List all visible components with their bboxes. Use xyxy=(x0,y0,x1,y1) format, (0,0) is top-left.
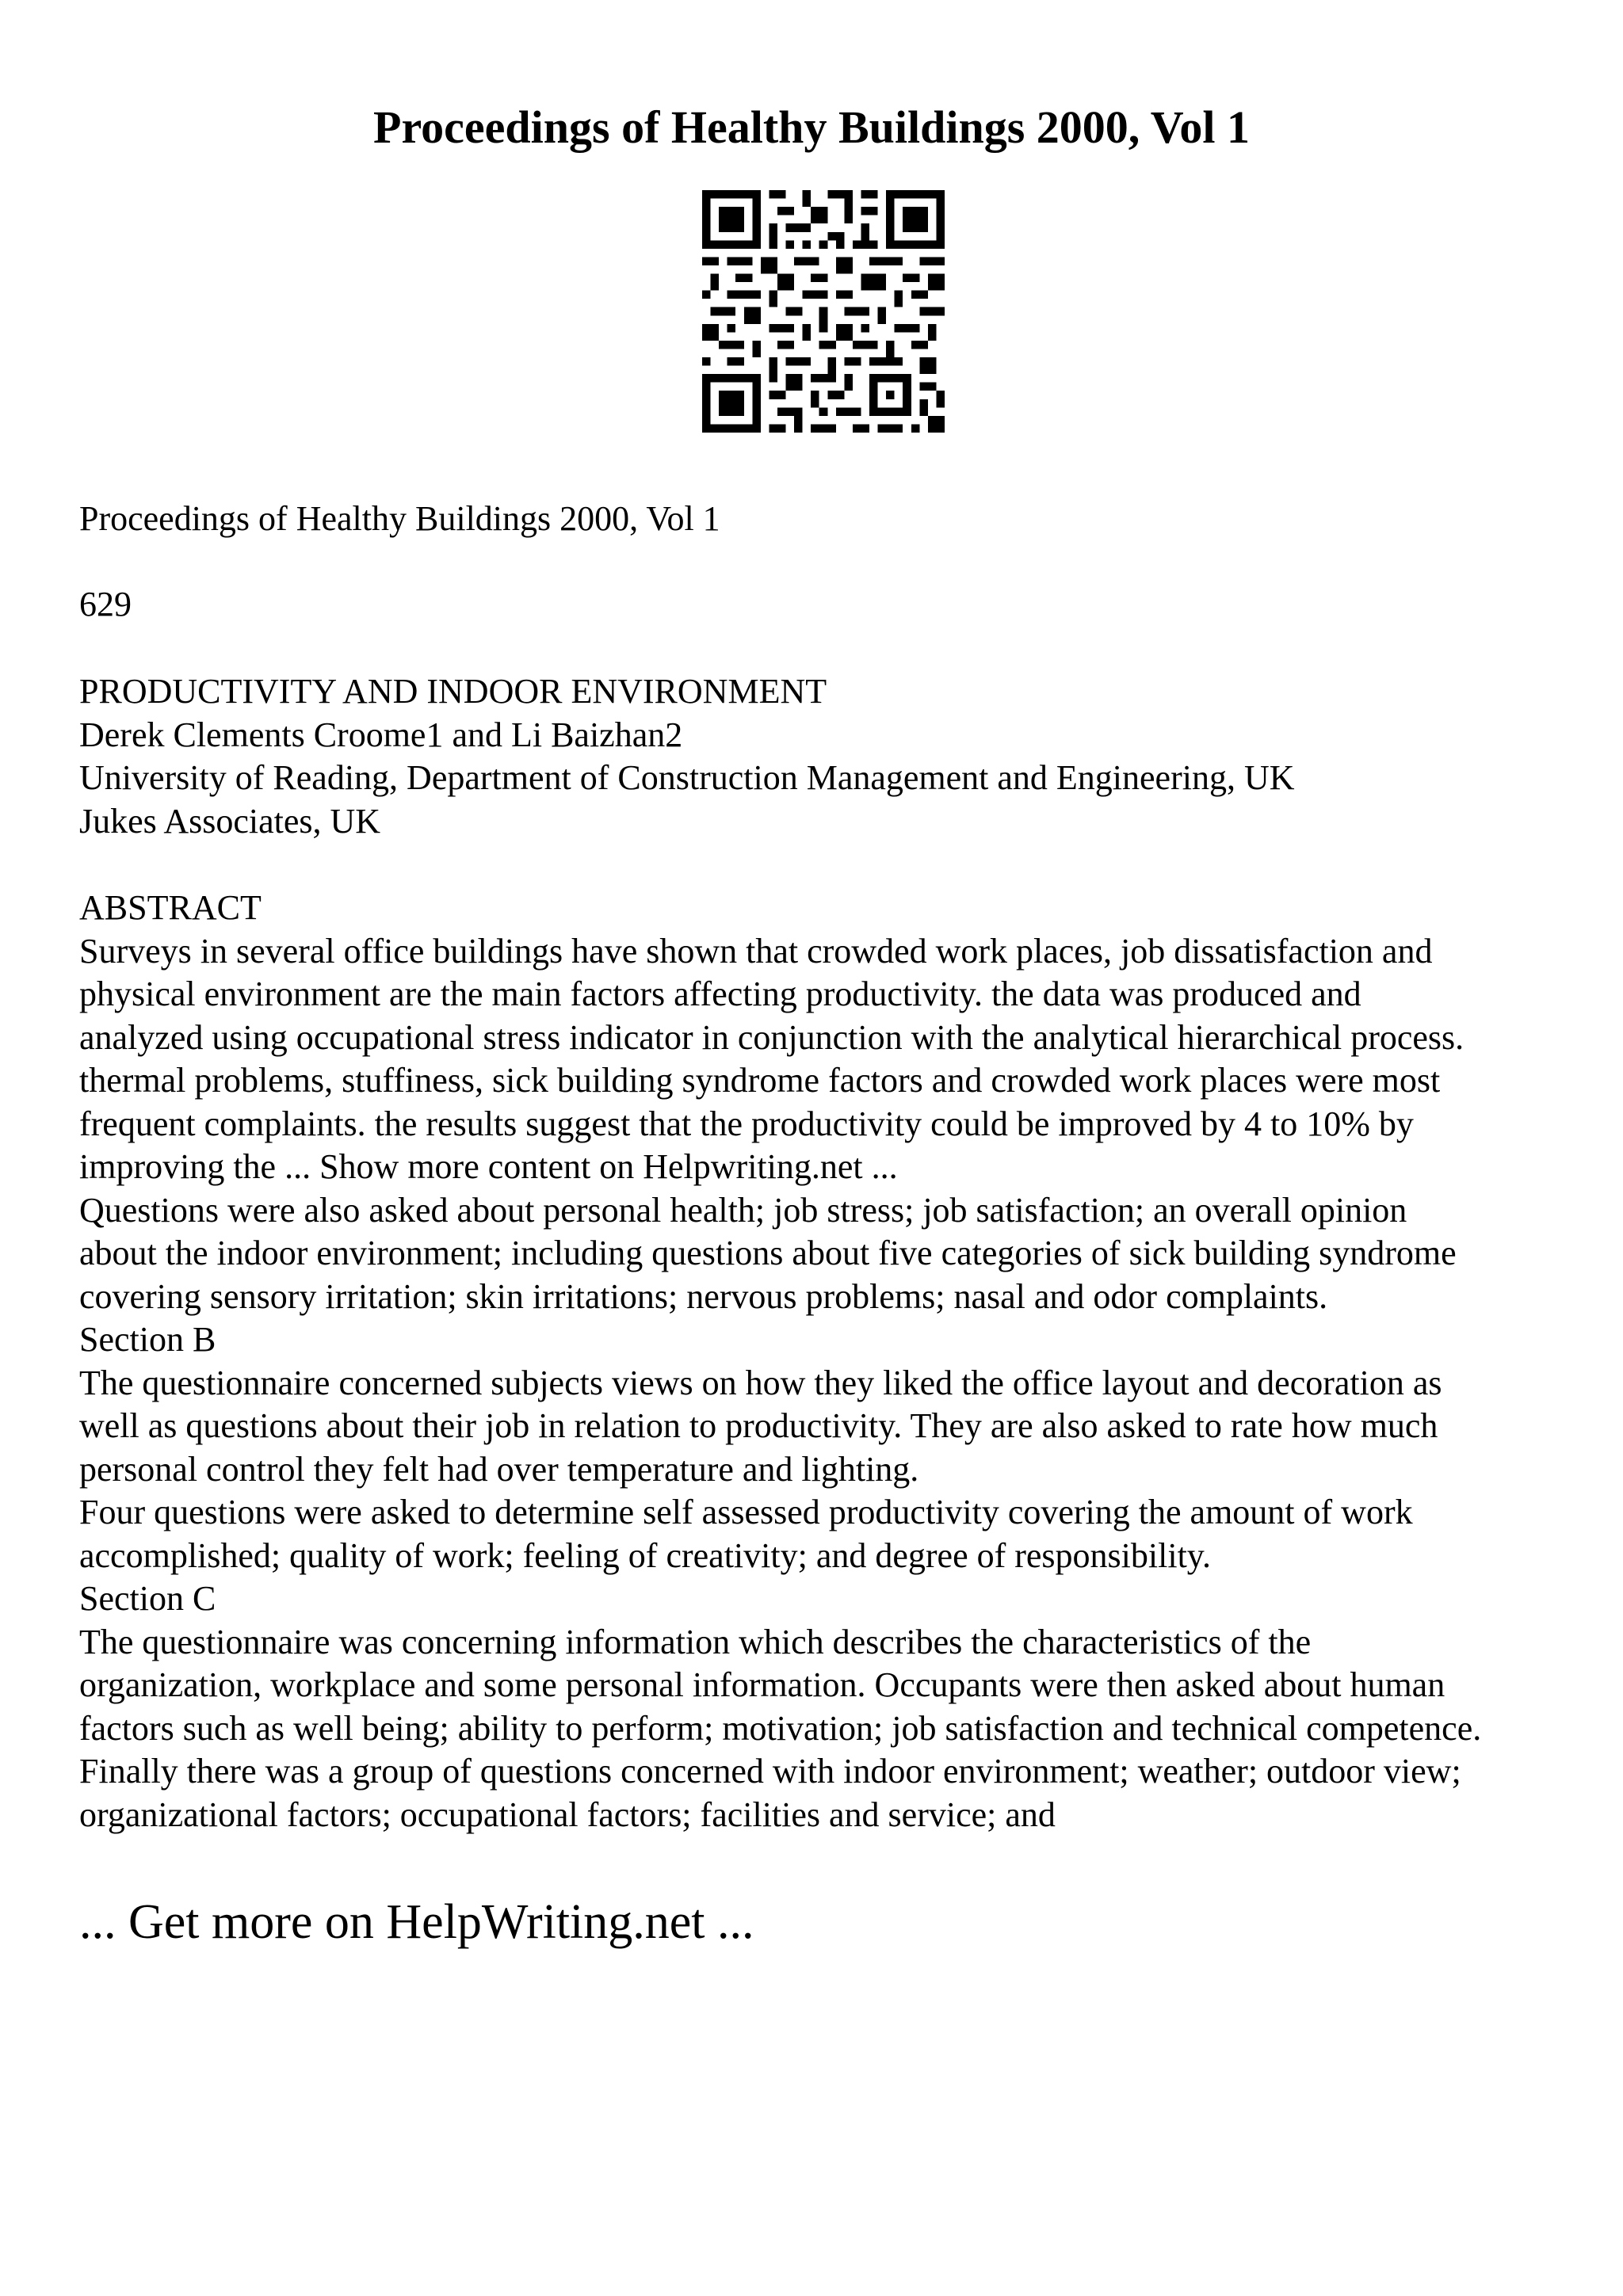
section-heading: Section B xyxy=(79,1320,216,1359)
abstract-line: Surveys in several office buildings have shown that crowded work places, job dissatisfaction and xyxy=(79,931,1433,971)
abstract-line: improving the ... Show more content on Helpwriting.net ... xyxy=(79,1147,898,1186)
abstract-line: analyzed using occupational stress indicator in conjunction with the analytical hierarchical process. xyxy=(79,1017,1465,1057)
abstract-line: accomplished; quality of work; feeling of creativity; and degree of responsibility. xyxy=(79,1535,1211,1575)
qr-code-icon xyxy=(702,190,945,433)
affiliation-1: University of Reading, Department of Construction Management and Engineering, UK xyxy=(79,758,1295,797)
article-header xyxy=(79,670,1585,843)
abstract-line: personal control they felt had over temperature and lighting. xyxy=(79,1449,919,1489)
section-heading: Section C xyxy=(79,1579,216,1618)
get-more-link[interactable]: ... Get more on HelpWriting.net ... xyxy=(79,1895,754,1949)
abstract-line: The questionnaire concerned subjects views on how they liked the office layout and decoration as xyxy=(79,1363,1442,1402)
source-line: Proceedings of Healthy Buildings 2000, Vol 1 xyxy=(79,499,720,538)
article-title: PRODUCTIVITY AND INDOOR ENVIRONMENT xyxy=(79,672,827,711)
page-number-block xyxy=(79,583,1585,627)
abstract-line: Finally there was a group of questions concerned with indoor environment; weather; outdoor view; xyxy=(79,1752,1461,1791)
abstract-heading: ABSTRACT xyxy=(79,888,262,927)
abstract-section xyxy=(79,887,1585,1836)
article-authors: Derek Clements Croome1 and Li Baizhan2 xyxy=(79,715,683,754)
abstract-line: about the indoor environment; including questions about five categories of sick building syndrome xyxy=(79,1234,1457,1272)
abstract-line: well as questions about their job in relation to productivity. They are also asked to rate how much xyxy=(79,1406,1438,1445)
abstract-line: organization, workplace and some personal information. Occupants were then asked about human xyxy=(79,1665,1445,1704)
source-line-block xyxy=(79,498,1585,541)
affiliation-2: Jukes Associates, UK xyxy=(79,801,381,841)
abstract-line: Four questions were asked to determine self assessed productivity covering the amount of work xyxy=(79,1493,1413,1531)
abstract-line: organizational factors; occupational factors; facilities and service; and xyxy=(79,1794,1056,1834)
abstract-line: The questionnaire was concerning information which describes the characteristics of the xyxy=(79,1622,1312,1661)
page-number: 629 xyxy=(79,585,132,624)
abstract-line: Questions were also asked about personal health; job stress; job satisfaction; an overall opinion xyxy=(79,1190,1407,1230)
document-title: Proceedings of Healthy Buildings 2000, Vol 1 xyxy=(373,101,1250,153)
abstract-line: physical environment are the main factors affecting productivity. the data was produced and xyxy=(79,974,1361,1013)
abstract-line: thermal problems, stuffiness, sick building syndrome factors and crowded work places were most xyxy=(79,1061,1441,1100)
abstract-line: covering sensory irritation; skin irritations; nervous problems; nasal and odor complaints. xyxy=(79,1276,1328,1316)
abstract-line: factors such as well being; ability to perform; motivation; job satisfaction and technical competence. xyxy=(79,1708,1482,1748)
abstract-line: frequent complaints. the results suggest that the productivity could be improved by 4 to 10% by xyxy=(79,1104,1414,1143)
